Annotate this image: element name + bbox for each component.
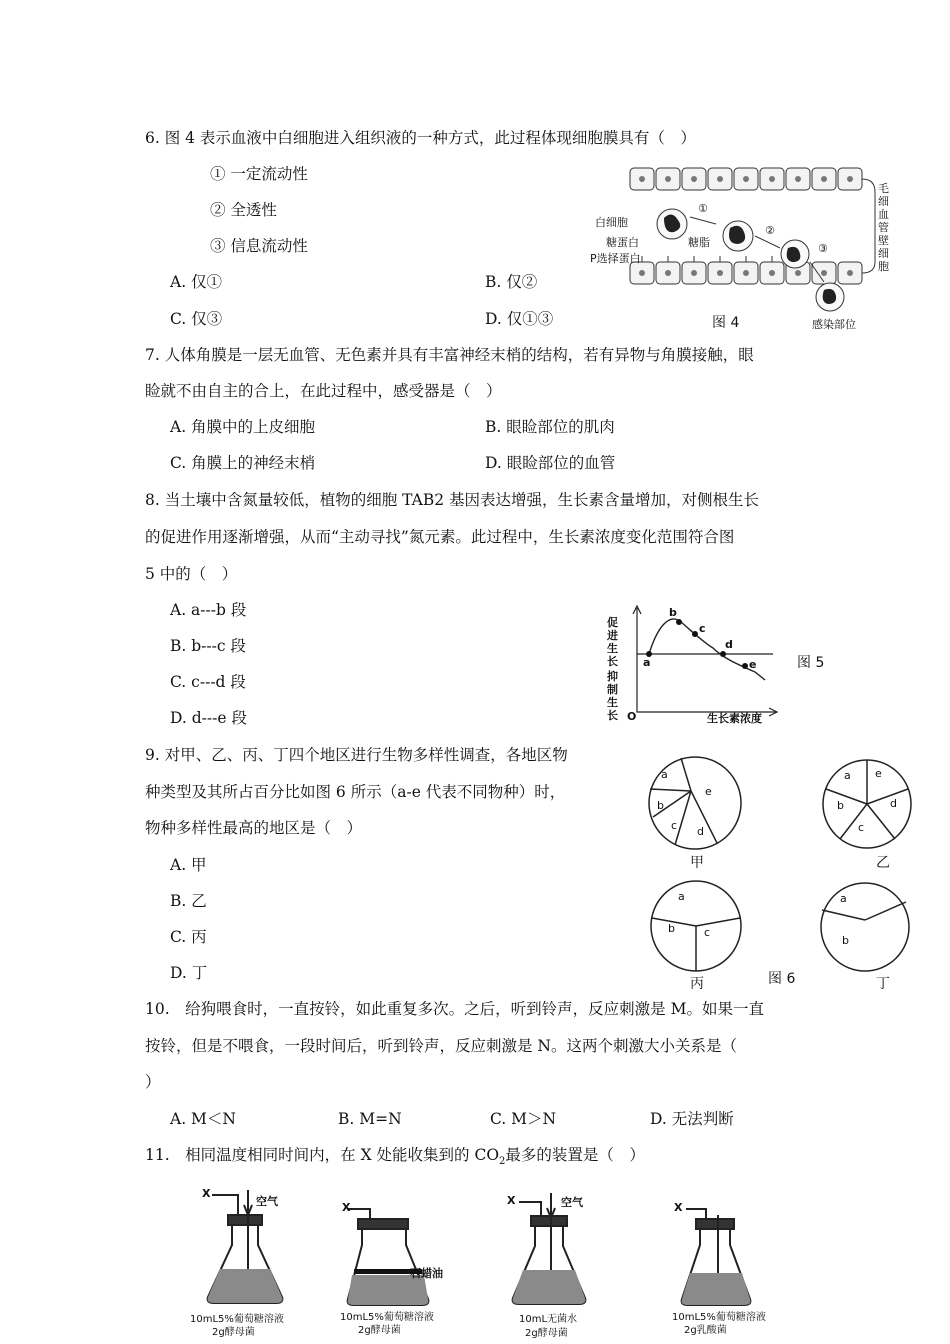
flask-1-line2: 2g酵母菌: [212, 1327, 255, 1338]
flask-2-oil: 石蜡油: [410, 1267, 443, 1280]
fig4-label-wbc: 白细胞: [595, 216, 628, 229]
q7-stem-line1: 7. 人体角膜是一层无血管、无色素并具有丰富神经末梢的结构，若有异物与角膜接触，眼: [145, 346, 754, 364]
pie-yi: [820, 757, 914, 851]
pie-jia-label-d: d: [697, 825, 704, 838]
pie-yi-label-b: b: [837, 799, 844, 812]
q10-stem-line1: 10. 给狗喂食时，一直按铃，如此重复多次。之后，听到铃声，反应刺激是 M。如果一直: [145, 1000, 764, 1018]
figure-5-auxin-curve: [605, 600, 785, 730]
fig5-caption: 图 5: [797, 655, 825, 671]
q7-option-c[interactable]: C. 角膜上的神经末梢: [170, 454, 316, 472]
figure-4-wbc-migration: [590, 162, 890, 332]
q6-option-a[interactable]: A. 仅①: [170, 273, 223, 291]
q6-item-3: ③ 信息流动性: [210, 237, 308, 255]
fig5-xlabel: 生长素浓度: [707, 712, 762, 725]
pie-bing: [648, 878, 744, 974]
pie-jia: [645, 755, 745, 855]
pie-ding: [818, 880, 912, 974]
q10-option-d[interactable]: D. 无法判断: [650, 1110, 734, 1128]
pie-yi-name: 乙: [876, 855, 890, 871]
flask-2-line1: 10mL5%葡萄糖溶液: [340, 1312, 434, 1323]
q6-option-c[interactable]: C. 仅③: [170, 310, 223, 328]
fig5-point-a: a: [643, 656, 651, 669]
flask-4: [670, 1201, 770, 1344]
q9-option-b[interactable]: B. 乙: [170, 892, 207, 910]
flask-4-line1: 10mL5%葡萄糖溶液: [672, 1312, 766, 1323]
q7-option-b[interactable]: B. 眼睑部位的肌肉: [485, 418, 615, 436]
fig4-label-sugar-lipid: 糖脂: [688, 236, 710, 249]
flask-4-line2: 2g乳酸菌: [684, 1325, 727, 1336]
flask-3-x: X: [507, 1194, 516, 1207]
q6-stem: 6. 图 4 表示血液中白细胞进入组织液的一种方式，此过程体现细胞膜具有（ ）: [145, 129, 696, 147]
q6-item-2: ② 全透性: [210, 201, 277, 219]
pie-jia-name: 甲: [690, 855, 704, 871]
fig6-caption: 图 6: [768, 971, 796, 987]
pie-jia-label-a: a: [661, 768, 668, 781]
pie-ding-label-b: b: [842, 934, 849, 947]
q8-option-c[interactable]: C. c---d 段: [170, 673, 246, 691]
fig4-step-1: ①: [698, 202, 708, 215]
fig4-label-p-selectin: P选择蛋白: [590, 252, 641, 265]
flask-3-air: 空气: [561, 1196, 583, 1209]
flask-2-line2: 2g酵母菌: [358, 1325, 401, 1336]
q9-stem-line3: 物种多样性最高的地区是（ ）: [145, 819, 363, 837]
q11-stem: 11. 相同温度相同时间内，在 X 处能收集到的 $CO_2$最多的装置是（ ）: [145, 1146, 645, 1168]
flask-4-x: X: [674, 1201, 683, 1214]
fig5-point-b: b: [669, 606, 677, 619]
q8-option-d[interactable]: D. d---e 段: [170, 709, 247, 727]
fig4-step-2: ②: [765, 224, 775, 237]
q6-item-1: ① 一定流动性: [210, 165, 308, 183]
q9-option-d[interactable]: D. 丁: [170, 964, 208, 982]
q8-stem-line2: 的促进作用逐渐增强，从而“主动寻找”氮元素。此过程中，生长素浓度变化范围符合图: [145, 528, 735, 546]
flask-1-air: 空气: [256, 1195, 278, 1208]
q10-stem-line3: ）: [145, 1073, 161, 1091]
fig5-point-d: d: [725, 638, 733, 651]
flask-2-x: X: [342, 1201, 351, 1214]
fig4-label-glycoprotein: 糖蛋白: [606, 236, 639, 249]
pie-bing-label-a: a: [678, 890, 685, 903]
q7-stem-line2: 睑就不由自主的合上，在此过程中，感受器是（ ）: [145, 382, 502, 400]
q6-option-d[interactable]: D. 仅①③: [485, 310, 554, 328]
flask-1-line1: 10mL5%葡萄糖溶液: [190, 1314, 284, 1325]
flask-3-line2: 2g酵母菌: [525, 1328, 568, 1339]
q10-option-b[interactable]: B. M=N: [338, 1110, 402, 1128]
pie-jia-label-e: e: [705, 785, 712, 798]
q9-option-a[interactable]: A. 甲: [170, 856, 207, 874]
fig4-step-3: ③: [818, 242, 828, 255]
q9-option-c[interactable]: C. 丙: [170, 928, 207, 946]
flask-2: [340, 1201, 465, 1344]
pie-jia-label-c: c: [671, 819, 678, 832]
q9-stem-line1: 9. 对甲、乙、丙、丁四个地区进行生物多样性调查，各地区物: [145, 746, 568, 764]
q8-option-a[interactable]: A. a---b 段: [170, 601, 247, 619]
q6-option-b[interactable]: B. 仅②: [485, 273, 538, 291]
fig4-label-infection: 感染部位: [812, 318, 856, 331]
fig4-label-wall: 毛细血管壁细胞: [878, 182, 889, 273]
flask-3-line1: 10mL无菌水: [519, 1314, 578, 1325]
q7-option-d[interactable]: D. 眼睑部位的血管: [485, 454, 616, 472]
q7-option-a[interactable]: A. 角膜中的上皮细胞: [170, 418, 316, 436]
pie-yi-label-d: d: [890, 797, 897, 810]
fig5-point-e: e: [749, 658, 757, 671]
pie-bing-label-b: b: [668, 922, 675, 935]
fig5-origin: O: [627, 710, 637, 723]
fig5-point-c: c: [699, 622, 706, 635]
q8-stem-line1: 8. 当土壤中含氮量较低，植物的细胞 TAB2 基因表达增强，生长素含量增加，对侧根生长: [145, 491, 760, 509]
fig5-label-promote: 促进生长: [607, 616, 618, 668]
flask-3: [505, 1190, 615, 1344]
pie-jia-label-b: b: [657, 799, 664, 812]
q10-option-a[interactable]: A. M＜N: [170, 1110, 236, 1128]
pie-bing-name: 丙: [690, 976, 704, 992]
flask-1-x: X: [202, 1187, 211, 1200]
fig4-caption: 图 4: [712, 315, 740, 331]
pie-ding-name: 丁: [876, 976, 890, 992]
q8-stem-line3: 5 中的（ ）: [145, 565, 238, 583]
pie-yi-label-a: a: [844, 769, 851, 782]
pie-yi-label-c: c: [858, 821, 865, 834]
pie-bing-label-c: c: [704, 926, 711, 939]
q8-option-b[interactable]: B. b---c 段: [170, 637, 246, 655]
q10-option-c[interactable]: C. M＞N: [490, 1110, 557, 1128]
q10-stem-line2: 按铃，但是不喂食，一段时间后，听到铃声，反应刺激是 N。这两个刺激大小关系是（: [145, 1037, 737, 1055]
pie-yi-label-e: e: [875, 767, 882, 780]
q9-stem-line2: 种类型及其所占百分比如图 6 所示（a-e 代表不同物种）时，: [145, 783, 566, 801]
flask-1: [190, 1185, 300, 1344]
fig5-label-inhibit: 抑制生长: [607, 670, 618, 722]
pie-ding-label-a: a: [840, 892, 847, 905]
